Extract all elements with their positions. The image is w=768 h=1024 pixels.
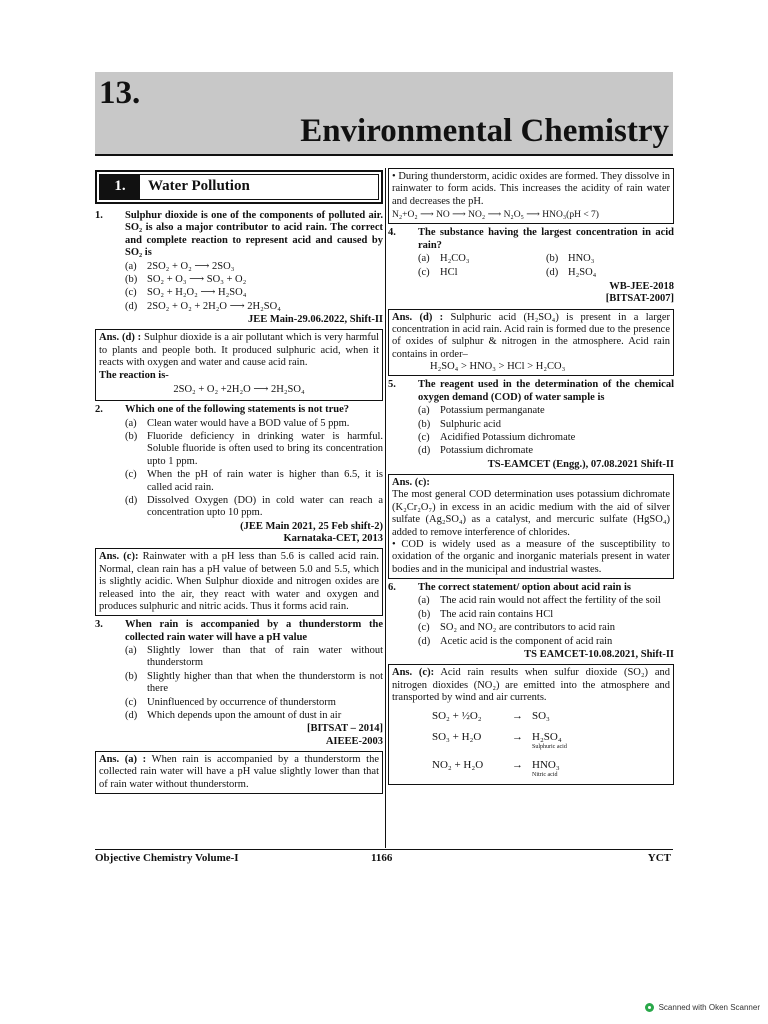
- answer-box: Ans. (d) : Sulphuric acid (H₂SO₄) is present in a larger concentration in acid rain. Acid rain is formed due to the presence of oxides of sulphur & nitrogen in the atmosphere. Acid rain contains in order– H₂SO₄ > HNO₃ > HCl > H₂CO₃: [388, 309, 674, 377]
- option: (d) Which depends upon the amount of dust in air: [125, 709, 342, 721]
- question-1: 1. Sulphur dioxide is one of the components of polluted air. SO₂ is also a major contributor to acid rain. The correct and complete reaction to represent acid and caused by SO₂ is: [95, 210, 383, 259]
- question-text: The reagent used in the determination of the chemical oxygen demand (COD) of water sample is: [418, 379, 674, 403]
- option: (a) Slightly lower than that of rain water without thunderstorm: [125, 645, 383, 669]
- option: (d) H₂SO₄: [546, 267, 597, 279]
- option: (c) When the pH of rain water is higher than 6.5, it is called acid rain.: [125, 469, 383, 493]
- question-source: TS EAMCET-10.08.2021, Shift-II: [524, 648, 674, 660]
- option: (b) Sulphuric acid: [418, 418, 501, 430]
- question-4: 4. The substance having the largest concentration in acid rain?: [388, 227, 674, 251]
- option: (a) The acid rain would not affect the fertility of the soil: [418, 595, 661, 607]
- section-heading: [95, 170, 383, 204]
- question-text: Sulphur dioxide is one of the components of polluted air. SO₂ is also a major contributor to acid rain. The correct and complete reaction to represent acid and caused by SO₂ is: [125, 210, 383, 259]
- question-source: AIEEE-2003: [325, 735, 383, 747]
- scanner-logo-icon: [645, 1003, 654, 1012]
- reaction-list: SO₂ + ½O₂ → SO₃ SO₃ + H₂O → H₂SO₄ Sulphuric acid NO₂ + H₂O → HNO₃ Nitric acid: [432, 710, 567, 779]
- page-number: 1166: [371, 852, 393, 864]
- option: (c) SO₂ and NO₂ are contributors to acid rain: [418, 622, 615, 634]
- section-number: 1.: [100, 175, 140, 199]
- option: (a) H₂CO₃: [418, 253, 470, 265]
- option: (b) Slightly higher than that when the thunderstorm is not there: [125, 670, 383, 695]
- question-6-options: [388, 595, 674, 648]
- option: (c) SO₂ + H₂O₂ ⟶ H₂SO₄: [125, 287, 247, 299]
- question-source: Karnataka-CET, 2013: [283, 533, 383, 544]
- left-column: [95, 168, 383, 797]
- question-source: [BITSAT-2007]: [605, 293, 674, 305]
- chapter-title: Environmental Chemistry: [300, 113, 669, 149]
- question-source: (JEE Main 2021, 25 Feb shift-2): [240, 520, 383, 532]
- question-text: Which one of the following statements is not true?: [125, 404, 349, 416]
- chapter-banner: [95, 72, 673, 156]
- option: (b) The acid rain contains HCl: [418, 608, 554, 620]
- chapter-number: 13.: [99, 75, 141, 111]
- question-text: The substance having the largest concentration in acid rain?: [418, 227, 674, 251]
- question-source: [BITSAT – 2014]: [306, 723, 383, 735]
- question-text: The correct statement/ option about acid rain is: [418, 582, 631, 594]
- option: (d) Dissolved Oxygen (DO) in cold water can reach a concentration upto 10 ppm.: [125, 494, 383, 519]
- right-column: [388, 168, 674, 788]
- column-divider: [385, 168, 386, 848]
- book-title: Objective Chemistry Volume-I: [95, 852, 239, 864]
- option: (a) 2SO₂ + O₂ ⟶ 2SO₃: [125, 260, 235, 272]
- section-title: Water Pollution: [148, 178, 250, 195]
- question-2-options: [95, 418, 383, 520]
- option: (a) Clean water would have a BOD value of 5 ppm.: [125, 417, 350, 429]
- answer-box: Ans. (c): Acid rain results when sulfur dioxide (SO₂) and nitrogen dioxides (NO₂) are emitted into the atmosphere and transported by wind and air currents. SO₂ + ½O₂ → SO₃ SO₃ + H₂O → H₂SO₄ Sulphuric acid NO₂ + H₂O → HNO₃ Nitric acid: [388, 664, 674, 784]
- question-source: JEE Main-29.06.2022, Shift-II: [247, 314, 383, 325]
- option: (b) SO₂ + O₃ ⟶ SO₃ + O₂: [125, 273, 247, 285]
- option: (d) 2SO₂ + O₂ + 2H₂O ⟶ 2H₂SO₄: [125, 300, 281, 312]
- option: (d) Potassium dichromate: [418, 445, 534, 457]
- question-2: 2. Which one of the following statements is not true?: [95, 404, 383, 416]
- question-1-options: [95, 261, 383, 314]
- question-5: 5. The reagent used in the determination of the chemical oxygen demand (COD) of water sample is: [388, 379, 674, 403]
- scanner-watermark: Scanned with Oken Scanner: [645, 1003, 760, 1012]
- answer-box: Ans. (d) : Sulphur dioxide is a air pollutant which is very harmful to plants and people both. It produced sulphuric acid, when it reacts with oxygen and water and cause acid rain. The reaction is- 2SO₂ + O₂ +2H₂O ⟶ 2H₂SO₄: [95, 329, 383, 401]
- question-3-options: [95, 645, 383, 722]
- question-source: TS-EAMCET (Engg.), 07.08.2021 Shift-II: [487, 458, 674, 470]
- question-text: When rain is accompanied by a thunderstorm the collected rain water will have a pH value: [125, 619, 383, 643]
- question-5-options: [388, 405, 674, 458]
- option: (b) Fluoride deficiency in drinking water is harmful. Soluble fluoride is often used to bring its concentration upto 1 ppm.: [125, 431, 383, 467]
- page-footer: [95, 852, 673, 868]
- option: (c) HCl: [418, 267, 458, 279]
- question-4-options: [388, 252, 674, 281]
- option: (d) Acetic acid is the component of acid rain: [418, 635, 613, 647]
- answer-box: Ans. (a) : When rain is accompanied by a thunderstorm the collected rain water will have a pH value slightly lower than that of rain water without thunderstorm.: [95, 751, 383, 794]
- answer-continuation: • During thunderstorm, acidic oxides are formed. They dissolve in rainwater to form acids. This increases the acidity of rain water and decreases the pH. N₂+O₂ ⟶ NO ⟶ NO₂ ⟶ N₂O₅ ⟶ HNO₃(pH < 7): [388, 168, 674, 224]
- option: (c) Uninfluenced by occurrence of thunderstorm: [125, 696, 336, 708]
- question-6: 6. The correct statement/ option about acid rain is: [388, 582, 674, 594]
- answer-box: Ans. (c): Rainwater with a pH less than 5.6 is called acid rain. Normal, clean rain has a pH value of between 5.0 and 5.5, which is slightly acidic. When Sulphur dioxide and nitrogen oxides are released into the air, they react with water and oxygen and produces sulphuric and nitric acids. Thus it forms acid rain.: [95, 548, 383, 616]
- footer-rule: [95, 849, 673, 850]
- question-3: 3. When rain is accompanied by a thunderstorm the collected rain water will have a pH value: [95, 619, 383, 643]
- publisher: YCT: [647, 852, 671, 864]
- option: (b) HNO₃: [546, 253, 595, 265]
- question-source: WB-JEE-2018: [609, 280, 674, 292]
- answer-box: Ans. (c): The most general COD determination uses potassium dichromate (K₂Cr₂O₇) in excess in an acidic medium with the aid of silver sulfate (Ag₂SO₄) as a catalyst, and mercuric sulfate (HgSO₄) added to remove interference of chlorides. • COD is widely used as a measure of the susceptibility to oxidation of the organic and inorganic materials present in water bodies and in the municipal and industrial wastes.: [388, 474, 674, 579]
- option: (c) Acidified Potassium dichromate: [418, 431, 576, 443]
- option: (a) Potassium permanganate: [418, 405, 545, 417]
